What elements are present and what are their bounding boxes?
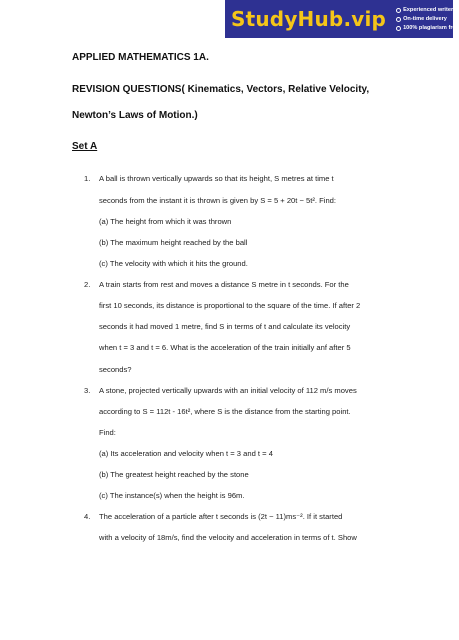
- question-line: A stone, projected vertically upwards with an initial velocity of 112 m/s moves: [99, 386, 357, 395]
- question-line: (a) The height from which it was thrown: [99, 217, 232, 226]
- question-number: 4.: [84, 512, 91, 521]
- question-number: 3.: [84, 386, 91, 395]
- set-label: Set A: [72, 141, 98, 152]
- question-number: 1.: [84, 174, 91, 183]
- question-line: seconds from the instant it is thrown is given by S = 5 + 20t − 5t². Find:: [99, 196, 337, 205]
- question-line: when t = 3 and t = 6. What is the acceleration of the train initially anf after 5: [99, 343, 351, 352]
- feature-item: On-time delivery: [396, 15, 459, 24]
- question-line: (c) The velocity with which it hits the ground.: [99, 259, 248, 268]
- question-line: according to S = 112t - 16t², where S is the distance from the starting point.: [99, 407, 351, 416]
- question-number: 2.: [84, 280, 91, 289]
- question-line: (c) The instance(s) when the height is 96m.: [99, 491, 245, 500]
- heading-line-1: REVISION QUESTIONS( Kinematics, Vectors, Relative Velocity,: [72, 84, 370, 95]
- question-line: with a velocity of 18m/s, find the velocity and acceleration in terms of t. Show: [99, 533, 357, 542]
- question-line: seconds it had moved 1 metre, find S in terms of t and calculate its velocity: [99, 322, 351, 331]
- question-line: seconds?: [99, 365, 132, 374]
- studyhub-banner: [225, 0, 459, 38]
- question-line: first 10 seconds, its distance is proportional to the square of the time. If after 2: [99, 301, 361, 310]
- question-line: A ball is thrown vertically upwards so that its height, S metres at time t: [99, 174, 334, 183]
- question-line: A train starts from rest and moves a distance S metre in t seconds. For the: [99, 280, 349, 289]
- feature-item: Experienced writers: [396, 6, 459, 15]
- document-title: APPLIED MATHEMATICS 1A.: [72, 52, 209, 63]
- check-circle-icon: [396, 26, 401, 31]
- question-line: (a) Its acceleration and velocity when t = 3 and t = 4: [99, 449, 273, 458]
- heading-line-2: Newton’s Laws of Motion.): [72, 110, 198, 121]
- question-line: Find:: [99, 428, 116, 437]
- studyhub-logo: StudyHub.vip: [231, 7, 387, 31]
- check-circle-icon: [396, 17, 401, 22]
- question-line: The acceleration of a particle after t seconds is (2t − 11)ms⁻². If it started: [99, 512, 343, 521]
- question-line: (b) The greatest height reached by the stone: [99, 470, 249, 479]
- check-circle-icon: [396, 8, 401, 13]
- question-line: (b) The maximum height reached by the ball: [99, 238, 248, 247]
- feature-list: [396, 6, 459, 33]
- feature-item: 100% plagiarism free: [396, 24, 459, 33]
